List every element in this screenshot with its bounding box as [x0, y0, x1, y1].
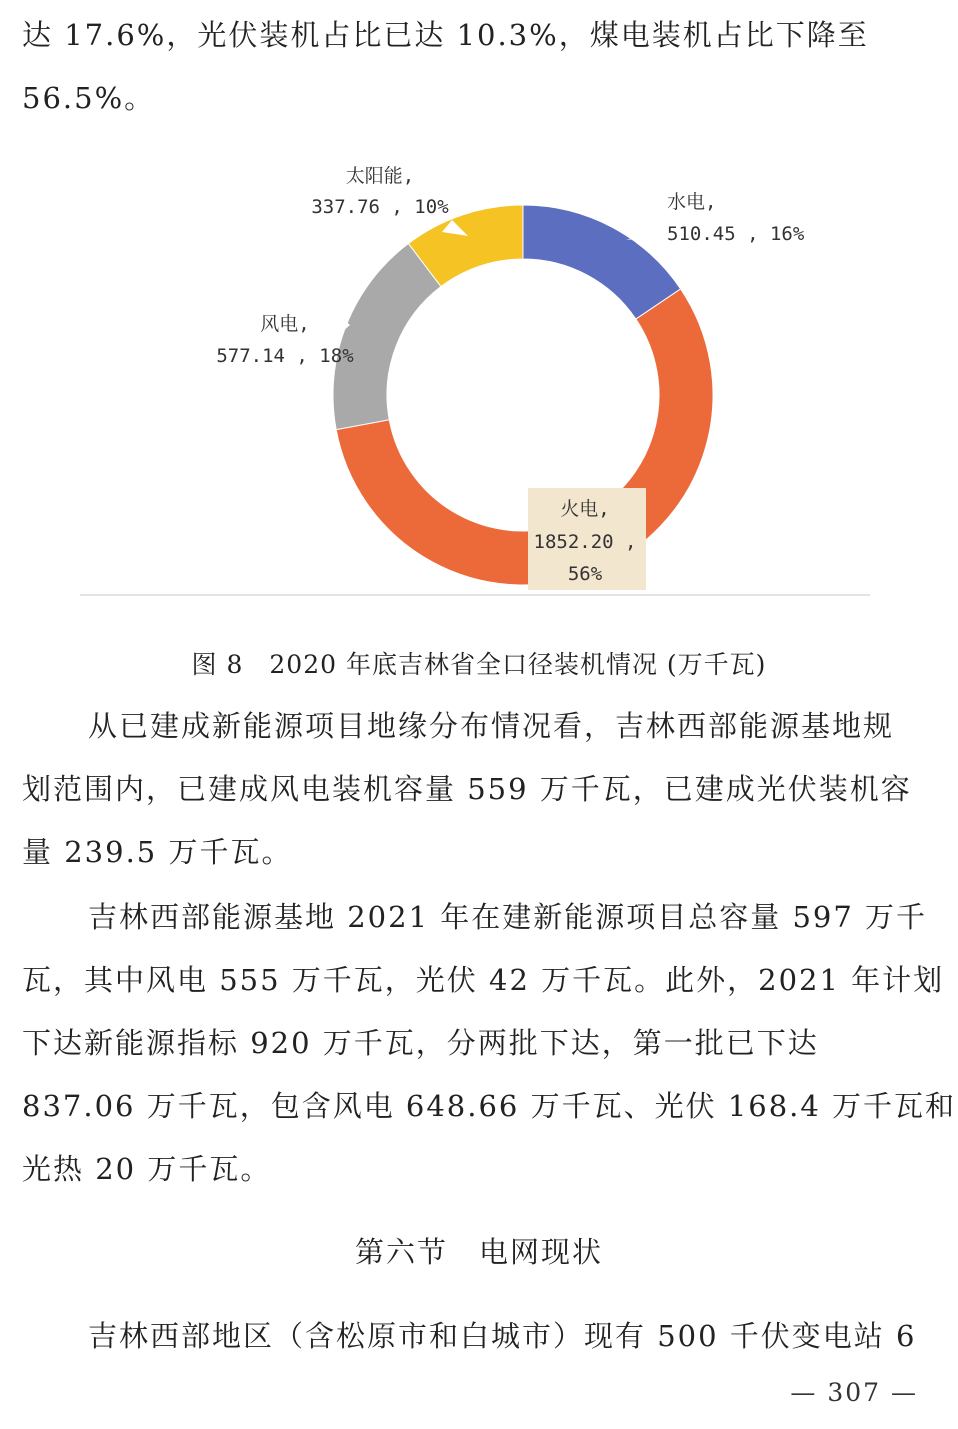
- paragraph-1: [22, 695, 937, 884]
- text-line: 吉林西部能源基地 2021 年在建新能源项目总容量 597 万千: [88, 900, 928, 934]
- data-label-太阳能-1: 337.76 , 10%: [311, 196, 449, 218]
- top-paragraph: [22, 4, 937, 130]
- text-line: 56.5%。: [22, 81, 156, 115]
- chart-svg: [80, 140, 880, 600]
- text-line: 达 17.6%，光伏装机占比已达 10.3%，煤电装机占比下降至: [22, 18, 869, 52]
- figure-caption: 图 8 2020 年底吉林省全口径装机情况 (万千瓦): [191, 650, 767, 679]
- text-line: 瓦，其中风电 555 万千瓦，光伏 42 万千瓦。此外，2021 年计划: [22, 963, 945, 997]
- text-line: 光热 20 万千瓦。: [22, 1152, 272, 1186]
- data-label-水电-1: 510.45 , 16%: [667, 223, 805, 245]
- donut-chart: [80, 140, 880, 600]
- page-number: — 307 —: [790, 1378, 918, 1407]
- data-label-火电-2: 56%: [567, 563, 603, 585]
- text-line: 下达新能源指标 920 万千瓦，分两批下达，第一批已下达: [22, 1026, 819, 1060]
- data-label-火电-0: 火电,: [560, 498, 610, 520]
- donut-slice-0: [523, 205, 681, 319]
- label-pointer: [626, 225, 672, 240]
- data-label-水电-0: 水电,: [667, 191, 717, 213]
- text-line: 837.06 万千瓦，包含风电 648.66 万千瓦、光伏 168.4 万千瓦和: [22, 1089, 957, 1123]
- data-label-风电-0: 风电,: [260, 313, 310, 335]
- paragraph-2: [22, 886, 957, 1201]
- data-label-太阳能-0: 太阳能,: [345, 165, 415, 187]
- text-line: 量 239.5 万千瓦。: [22, 835, 293, 869]
- section-title: 第六节 电网现状: [354, 1235, 603, 1269]
- text-line: 吉林西部地区（含松原市和白城市）现有 500 千伏变电站 6: [88, 1319, 917, 1353]
- text-line: 划范围内，已建成风电装机容量 559 万千瓦，已建成光伏装机容: [22, 772, 912, 806]
- donut-slice-2: [333, 243, 441, 429]
- paragraph-3: [22, 1305, 937, 1368]
- data-label-火电-1: 1852.20 ,: [533, 531, 637, 553]
- data-label-风电-1: 577.14 , 18%: [216, 345, 354, 367]
- text-line: 从已建成新能源项目地缘分布情况看，吉林西部能源基地规: [88, 709, 895, 743]
